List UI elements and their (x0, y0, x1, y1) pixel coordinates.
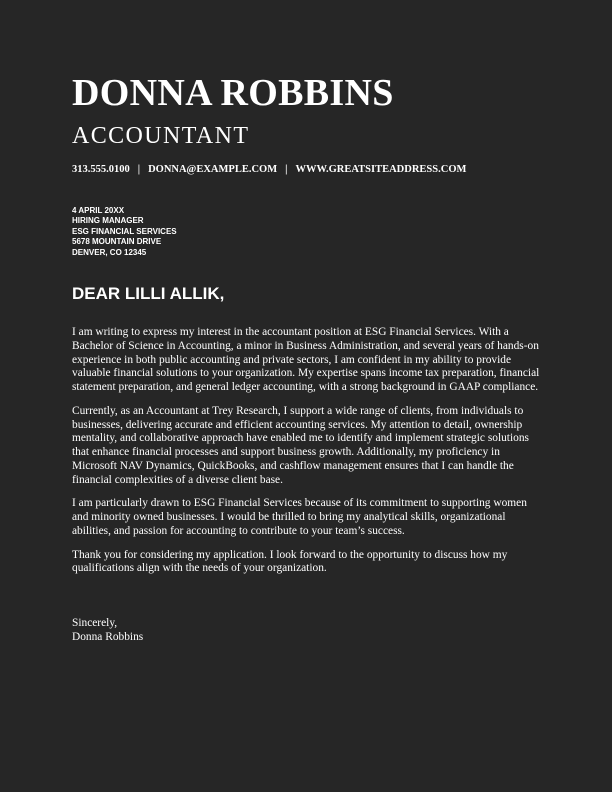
recipient-street: 5678 MOUNTAIN DRIVE (72, 237, 162, 247)
closing-phrase: Sincerely, (72, 617, 118, 629)
contact-separator: | (137, 164, 141, 175)
body-paragraph: I am particularly drawn to ESG Financial Services because of its commitment to supporting women and minority owned businesses. I would be thrilled to bring my analytical skills, organizational abilities, and passion for accounting to contribute to your team’s success. (72, 497, 527, 537)
recipient-role: HIRING MANAGER (72, 216, 144, 226)
letter-date: 4 APRIL 20XX (72, 206, 125, 215)
body-paragraph: I am writing to express my interest in the accountant position at ESG Financial Services. With a Bachelor of Science in Accounting, a minor in Business Administration, and several years of hands-on experience in both public accounting and private sectors, I am confident in my ability to provide valuable financial solutions to your organization. My expertise spans income tax preparation, financial statement preparation, and general ledger accounting, with a strong background in GAAP compliance. (72, 326, 540, 393)
letter-body (72, 326, 542, 586)
phone-number: 313.555.0100 (72, 164, 130, 175)
applicant-name: DONNA ROBBINS (72, 72, 394, 114)
website-address: WWW.GREATSITEADDRESS.COM (295, 164, 467, 175)
recipient-block (72, 206, 177, 258)
email-address: DONNA@EXAMPLE.COM (148, 164, 278, 175)
recipient-company: ESG FINANCIAL SERVICES (72, 226, 177, 236)
salutation: DEAR LILLI ALLIK, (72, 284, 225, 303)
contact-separator: | (285, 164, 288, 175)
recipient-city: DENVER, CO 12345 (72, 247, 147, 257)
closing-block (72, 616, 143, 644)
body-paragraph: Thank you for considering my application. I look forward to the opportunity to discuss how my qualifications align with the needs of your organization. (72, 548, 508, 575)
signature-name: Donna Robbins (72, 631, 144, 643)
applicant-job-title: ACCOUNTANT (72, 123, 250, 149)
body-paragraph: Currently, as an Accountant at Trey Research, I support a wide range of clients, from individuals to businesses, delivering accurate and efficient accounting services. My attention to detail, ownership mentality, and collaborative approach have enabled me to identify and implement strategic solutions that enhance financial processes and support business growth. Additionally, my proficiency in Microsoft NAV Dynamics, QuickBooks, and cashflow management ensures that I can handle the financial complexities of a diverse client base. (72, 404, 529, 486)
contact-line (72, 163, 466, 177)
